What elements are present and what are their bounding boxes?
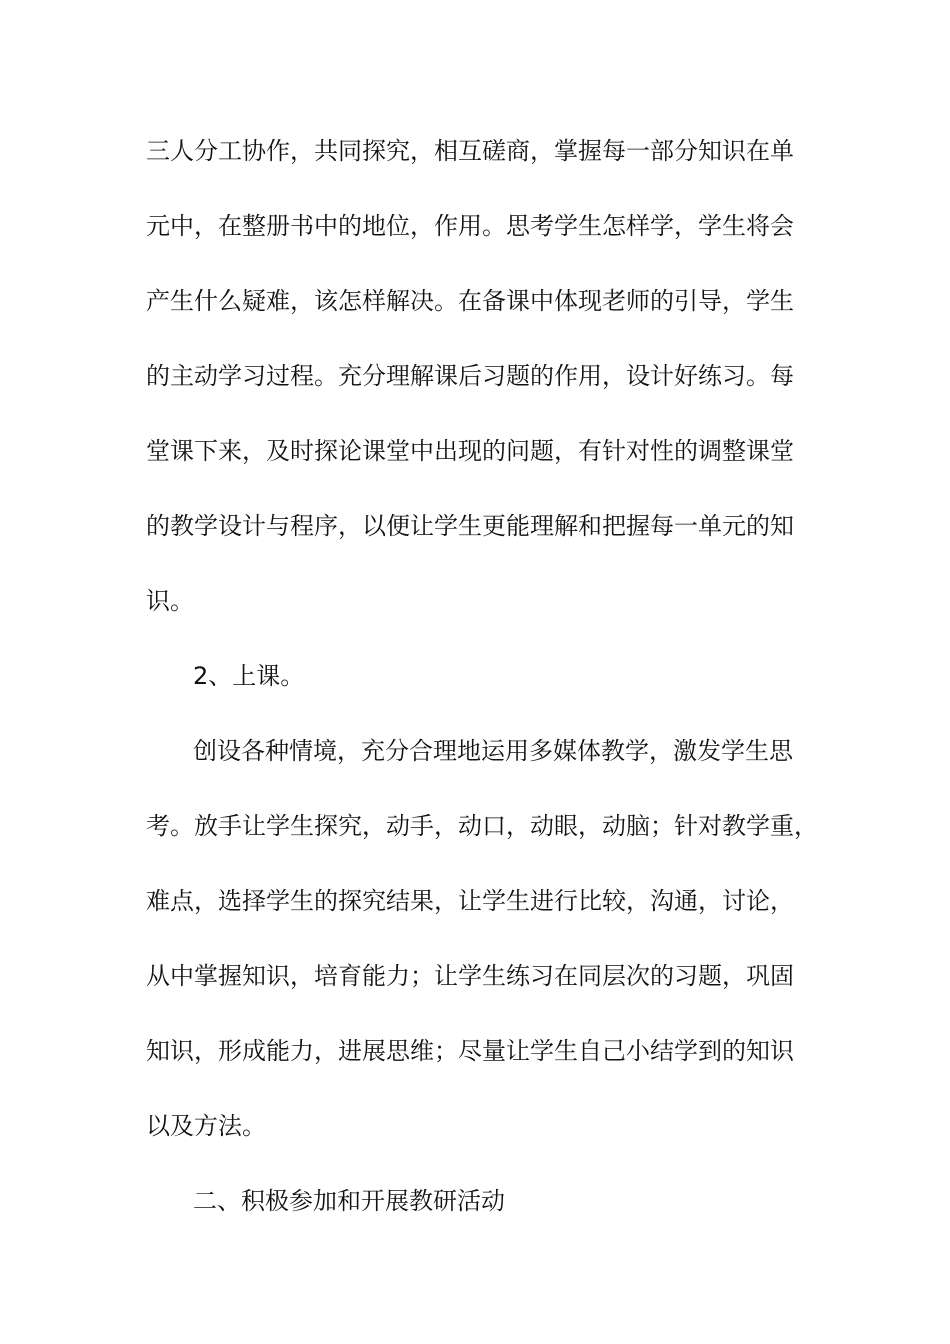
text-line-13: 知识，形成能力，进展思维；尽量让学生自己小结学到的知识: [146, 1037, 794, 1065]
text-line-6: 的教学设计与程序，以便让学生更能理解和把握每一单元的知: [146, 512, 794, 540]
text-line-11: 难点，选择学生的探究结果，让学生进行比较，沟通，讨论，: [146, 887, 794, 915]
section-heading-research: 二、积极参加和开展教研活动: [193, 1187, 505, 1215]
text-line-2: 元中，在整册书中的地位，作用。思考学生怎样学，学生将会: [146, 212, 794, 240]
text-line-4: 的主动学习过程。充分理解课后习题的作用，设计好练习。每: [146, 362, 794, 390]
text-line-14: 以及方法。: [146, 1112, 266, 1140]
text-line-9: 创设各种情境，充分合理地运用多媒体教学，激发学生思: [193, 737, 793, 765]
text-line-3: 产生什么疑难，该怎样解决。在备课中体现老师的引导，学生: [146, 287, 794, 315]
text-line-7: 识。: [146, 587, 194, 615]
text-line-10: 考。放手让学生探究，动手，动口，动眼，动脑；针对教学重，: [146, 812, 818, 840]
text-line-12: 从中掌握知识，培育能力；让学生练习在同层次的习题，巩固: [146, 962, 794, 990]
section-heading-lesson: 2、上课。: [193, 662, 305, 690]
text-line-5: 堂课下来，及时探论课堂中出现的问题，有针对性的调整课堂: [146, 437, 794, 465]
text-line-1: 三人分工协作，共同探究，相互磋商，掌握每一部分知识在单: [146, 137, 794, 165]
